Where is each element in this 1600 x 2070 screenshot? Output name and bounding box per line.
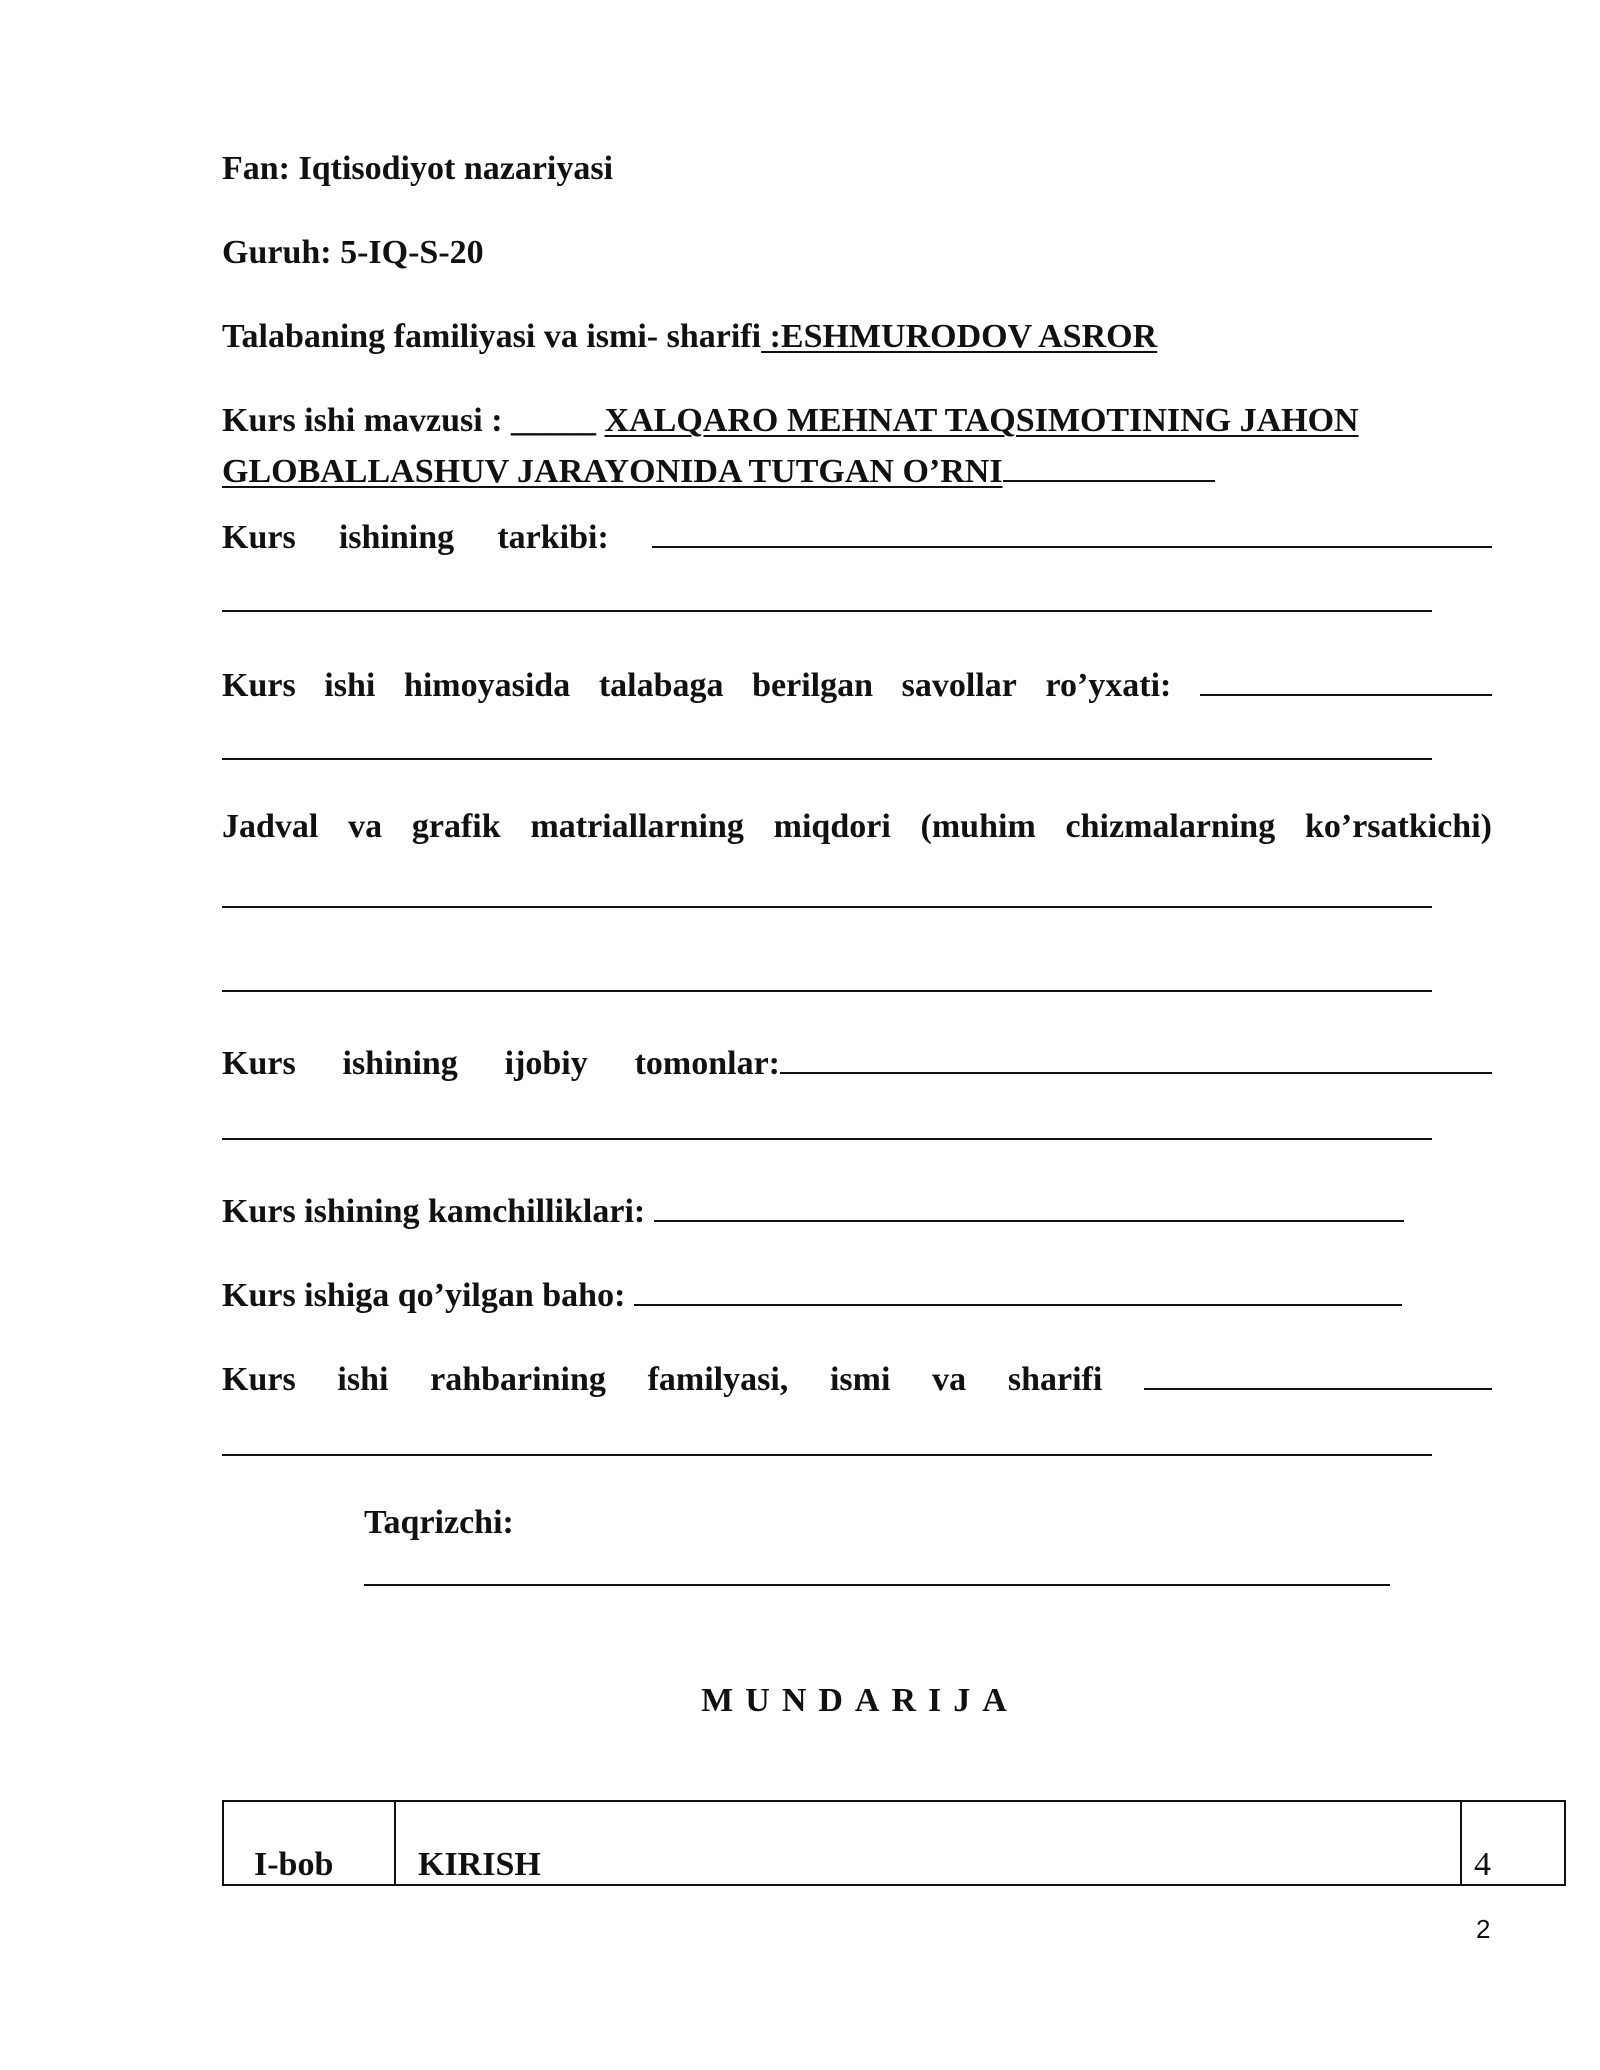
reviewer-label: Taqrizchi: [364,1504,514,1541]
topic-label: Kurs ishi mavzusi : _____ [222,402,597,439]
page-number: 2 [1476,1914,1491,1944]
reviewer-blank [364,1584,1390,1586]
supervisor-word: rahbarining [430,1361,606,1398]
toc-entry-title: KIRISH [395,1801,1461,1885]
blank-rule [222,758,1432,760]
questions-word: himoyasida [403,667,571,704]
blank-rule [222,990,1432,992]
positives-word: ijobiy [504,1045,588,1082]
supervisor-blank [1144,1358,1492,1390]
group-line: Guruh: 5-IQ-S-20 [222,234,484,271]
supervisor-word: familyasi, [647,1361,789,1398]
tables-word: grafik [411,808,501,845]
contents-word: Kurs [222,519,296,556]
weaknesses-label: Kurs ishining kamchilliklari: [222,1193,646,1230]
topic-line [222,404,1359,438]
supervisor-word: sharifi [1007,1361,1103,1398]
questions-line [222,664,1492,703]
blank-rule [222,610,1432,612]
topic-value-line2: GLOBALLASHUV JARAYONIDA TUTGAN O’RNI [222,453,1003,490]
topic-blank [1003,450,1215,482]
toc-title: MUNDARIJA [701,1682,1019,1719]
toc-table [222,1800,1566,1886]
student-name: :ESHMURODOV ASROR [761,318,1158,355]
questions-blank [1200,664,1492,696]
questions-word: Kurs [222,667,296,704]
toc-chapter: I-bob [223,1801,395,1885]
supervisor-word: ismi [829,1361,891,1398]
questions-word: berilgan [752,667,874,704]
subject-line: Fan: Iqtisodiyot nazariyasi [222,150,614,187]
questions-word: ishi [324,667,376,704]
grade-line [222,1274,1402,1313]
questions-word: savollar [901,667,1017,704]
student-label: Talabaning familiyasi va ismi- sharifi [222,318,762,355]
tables-word: (muhim [920,808,1036,845]
positives-word: ishining [342,1045,458,1082]
topic-line-2 [222,450,1215,489]
positives-word: tomonlar: [634,1045,780,1082]
supervisor-word: ishi [337,1361,389,1398]
positives-tail [635,1042,1492,1081]
grade-label: Kurs ishiga qo’yilgan baho: [222,1277,626,1314]
weaknesses-blank [654,1190,1404,1222]
toc-page: 4 [1461,1801,1565,1885]
supervisor-word: va [932,1361,967,1398]
positives-word: Kurs [222,1045,296,1082]
positives-line [222,1042,1492,1081]
supervisor-line [222,1358,1492,1397]
tables-word: va [348,808,383,845]
blank-rule [222,1454,1432,1456]
questions-word: talabaga [598,667,724,704]
tables-word: ko’rsatkichi) [1304,808,1492,845]
supervisor-word: Kurs [222,1361,296,1398]
contents-line [222,516,1492,555]
tables-word: matriallarning [530,808,744,845]
weaknesses-line [222,1190,1404,1229]
student-line [222,320,1157,354]
contents-word: ishining [338,519,455,556]
contents-blank [652,516,1492,548]
topic-value-line1: XALQARO MEHNAT TAQSIMOTINING JAHON [604,402,1359,439]
contents-word: tarkibi: [497,519,609,556]
tables-line [222,810,1492,844]
positives-blank [780,1042,1492,1074]
grade-blank [634,1274,1402,1306]
questions-word: ro’yxati: [1045,667,1172,704]
tables-word: Jadval [222,808,319,845]
table-row [223,1801,1565,1885]
blank-rule [222,906,1432,908]
tables-word: chizmalarning [1065,808,1276,845]
tables-word: miqdori [773,808,891,845]
blank-rule [222,1138,1432,1140]
